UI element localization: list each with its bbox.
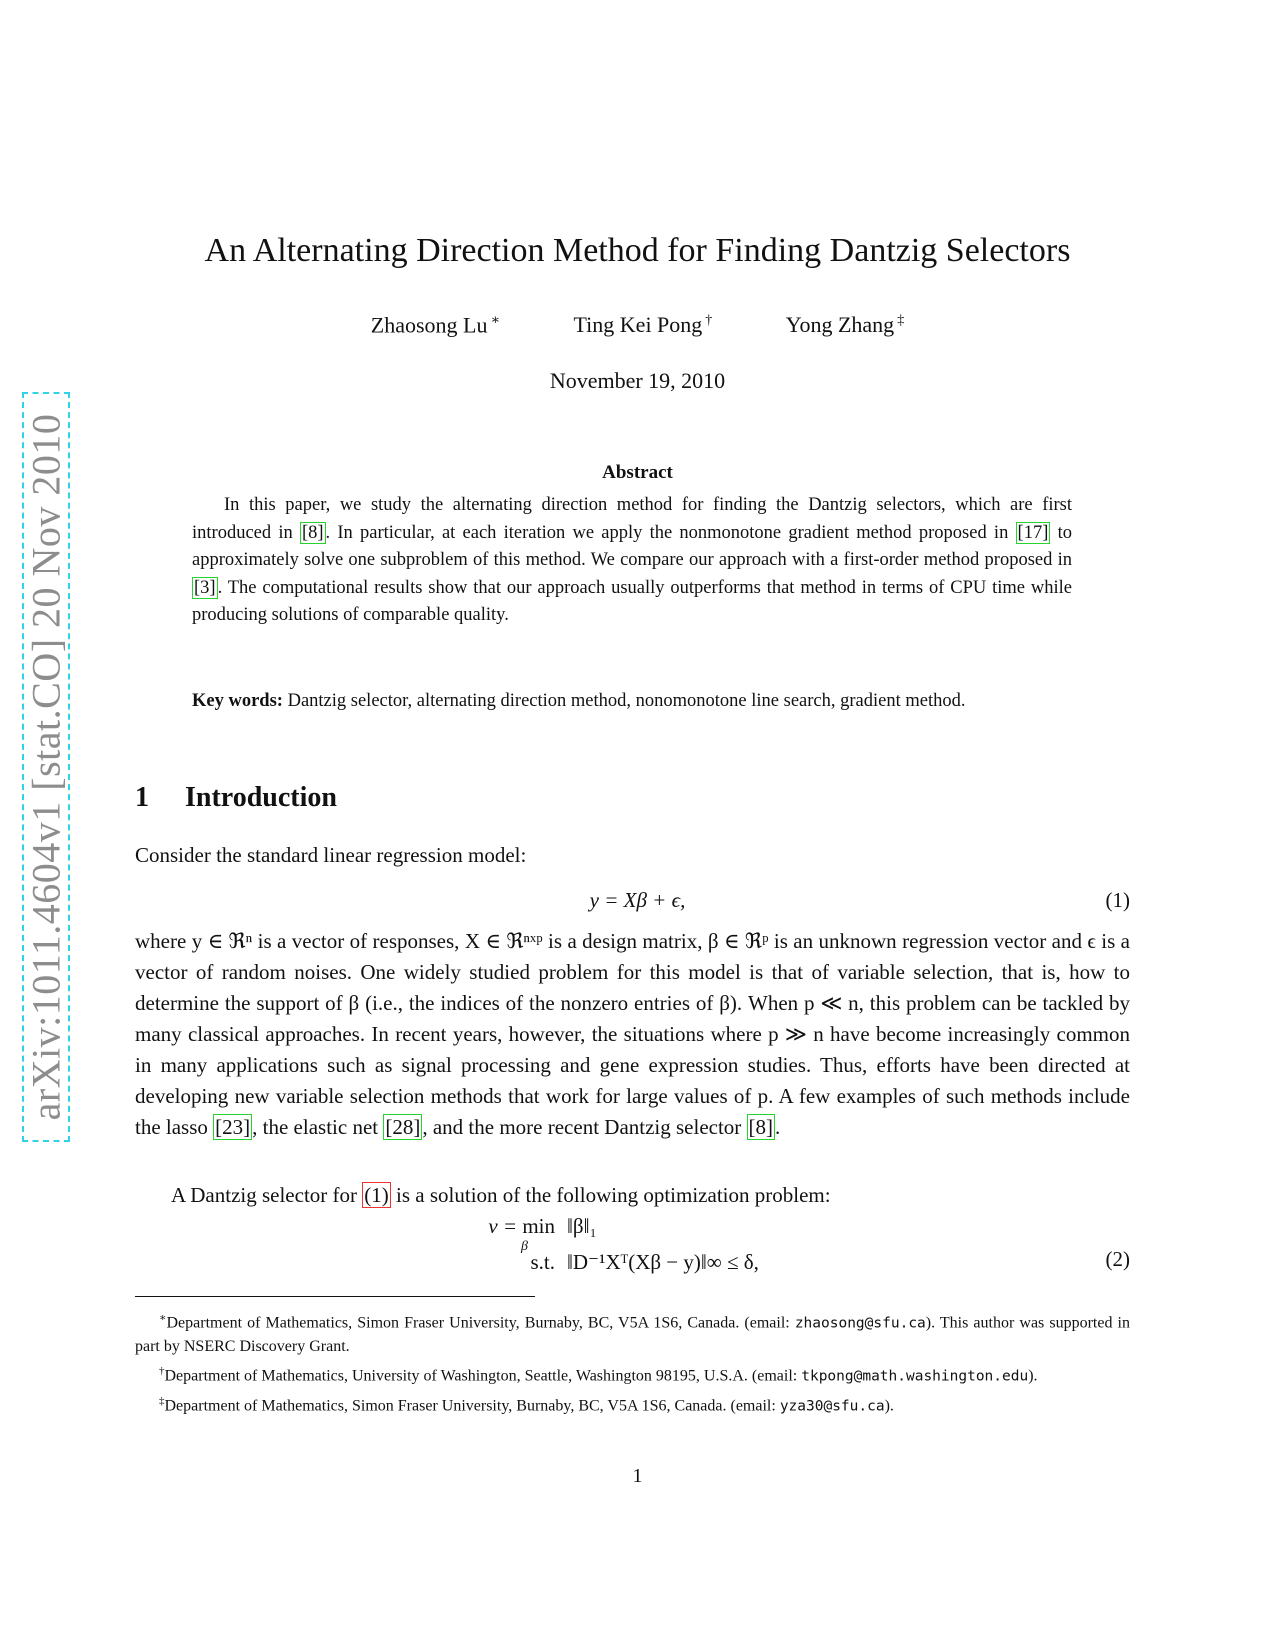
author-footnote-mark[interactable]: † [705,313,713,328]
equation-number-1: (1) [1105,888,1130,912]
equation-2-constraint: ‖D⁻¹Xᵀ(Xβ − y)‖∞ ≤ δ, [567,1250,759,1274]
paper-title: An Alternating Direction Method for Finding Dantzig Selectors [204,232,1071,269]
paragraph-text-part: . [775,1115,781,1139]
equation-2-lhs [445,1214,555,1239]
author-name: Zhaosong Lu [370,312,488,338]
equation-2-min-subscript: β [521,1239,528,1254]
equation-2-min-operator: min [522,1214,555,1238]
author-name: Yong Zhang [785,312,895,338]
footnote-1 [135,1306,1130,1359]
footnote-tail: ). This author was supported in part by NSERC Discovery Grant. [135,1314,1130,1356]
citation-link[interactable]: [3] [194,577,216,598]
author-1 [371,312,500,338]
paragraph-text-part: is a solution of the following optimization problem: [390,1183,831,1207]
citation-link[interactable]: [28] [385,1115,421,1139]
abstract-text-part: . The computational results show that our approach usually outperforms that method in terms of CPU time while producing solutions of comparable quality. [192,577,1072,626]
page-number: 1 [632,1465,643,1487]
paper-date: November 19, 2010 [549,368,726,393]
footnote-text: Department of Mathematics, Simon Fraser University, Burnaby, BC, V5A 1S6, Canada. (email: [166,1314,795,1332]
citation-link[interactable]: [23] [215,1115,251,1139]
equation-reference-link[interactable]: (1) [364,1183,389,1207]
keywords-label: Key words: [192,691,283,711]
author-list [0,312,1275,338]
footnote-mark: † [159,1365,165,1378]
equation-2-variable: v = [488,1214,523,1238]
footnotes [135,1306,1130,1418]
paragraph-text-part: A Dantzig selector for [171,1183,363,1207]
paragraph-text-part: , and the more recent Dantzig selector [422,1115,747,1139]
footnote-email[interactable]: yza30@sfu.ca [779,1397,885,1414]
citation-link[interactable]: [8] [301,522,324,543]
intro-paragraph-1: Consider the standard linear regression model: [135,843,527,867]
section-title: Introduction [185,782,337,813]
equation-2-objective: ‖β‖₁ [567,1214,597,1238]
abstract-text [192,492,1072,630]
equation-number-2: (2) [1105,1247,1130,1271]
footnote-3 [135,1389,1130,1418]
author-3 [786,312,904,338]
footnote-mark: ∗ [159,1312,167,1324]
arxiv-identifier-text: arXiv:1011.4604v1 [stat.CO] 20 Nov 2010 [23,413,69,1121]
author-footnote-mark[interactable]: ‡ [897,313,905,328]
abstract-text-part: to approximately solve one subproblem of this method. We compare our approach with a first-order method proposed in [192,522,1072,571]
equation-1: y = Xβ + ϵ, [589,888,686,912]
author-2 [574,312,713,338]
footnote-tail: ). [1028,1367,1038,1385]
footnote-tail: ). [884,1396,894,1414]
abstract-heading: Abstract [602,462,673,483]
section-heading [135,782,337,814]
footnote-divider [135,1296,535,1297]
footnote-email[interactable]: zhaosong@sfu.ca [794,1315,926,1332]
abstract-text-part: In this paper, we study the alternating direction method for finding the Dantzig selectors, which are first introduced in [192,495,1072,543]
citation-link[interactable]: [17] [1017,522,1049,543]
arxiv-identifier-stamp[interactable] [22,392,70,1142]
footnote-text: Department of Mathematics, University of Washington, Seattle, Washington 98195, U.S.A. (email: [164,1367,802,1385]
footnote-text: Department of Mathematics, Simon Fraser University, Burnaby, BC, V5A 1S6, Canada. (email: [164,1396,780,1414]
paragraph-text-part: , the elastic net [252,1115,384,1139]
keywords [192,688,1072,716]
intro-paragraph-3 [135,1180,1130,1211]
intro-paragraph-2 [135,926,1130,1143]
equation-2-subject-to: s.t. [530,1250,555,1274]
footnote-email[interactable]: tkpong@math.washington.edu [801,1368,1029,1385]
footnote-2 [135,1359,1130,1388]
citation-link[interactable]: [8] [748,1115,774,1139]
footnote-mark: ‡ [159,1394,165,1407]
paragraph-text-part: where y ∈ ℜⁿ is a vector of responses, X ∈ ℜⁿˣᵖ is a design matrix, β ∈ ℜᵖ is an unknown regression vector and ϵ is a vector of random noises. One widely studied problem for this model is that of variable selection, that is, how to determine the support of β (i.e., the indices of the nonzero entries of β). When p ≪ n, this problem can be tackled by many classical approaches. In recent years, however, the situations where p ≫ n have become increasingly common in many applications such as signal processing and gene expression studies. Thus, efforts have been directed at developing new variable selection methods that work for large values of p. A few examples of such methods include the lasso [135,929,1130,1139]
abstract-text-part: . In particular, at each iteration we apply the nonmonotone gradient method proposed in [325,522,1016,543]
author-name: Ting Kei Pong [573,312,703,338]
section-number: 1 [135,782,149,813]
author-footnote-mark[interactable]: ∗ [490,313,501,328]
keywords-text: Dantzig selector, alternating direction method, nonomonotone line search, gradient method. [282,691,966,711]
